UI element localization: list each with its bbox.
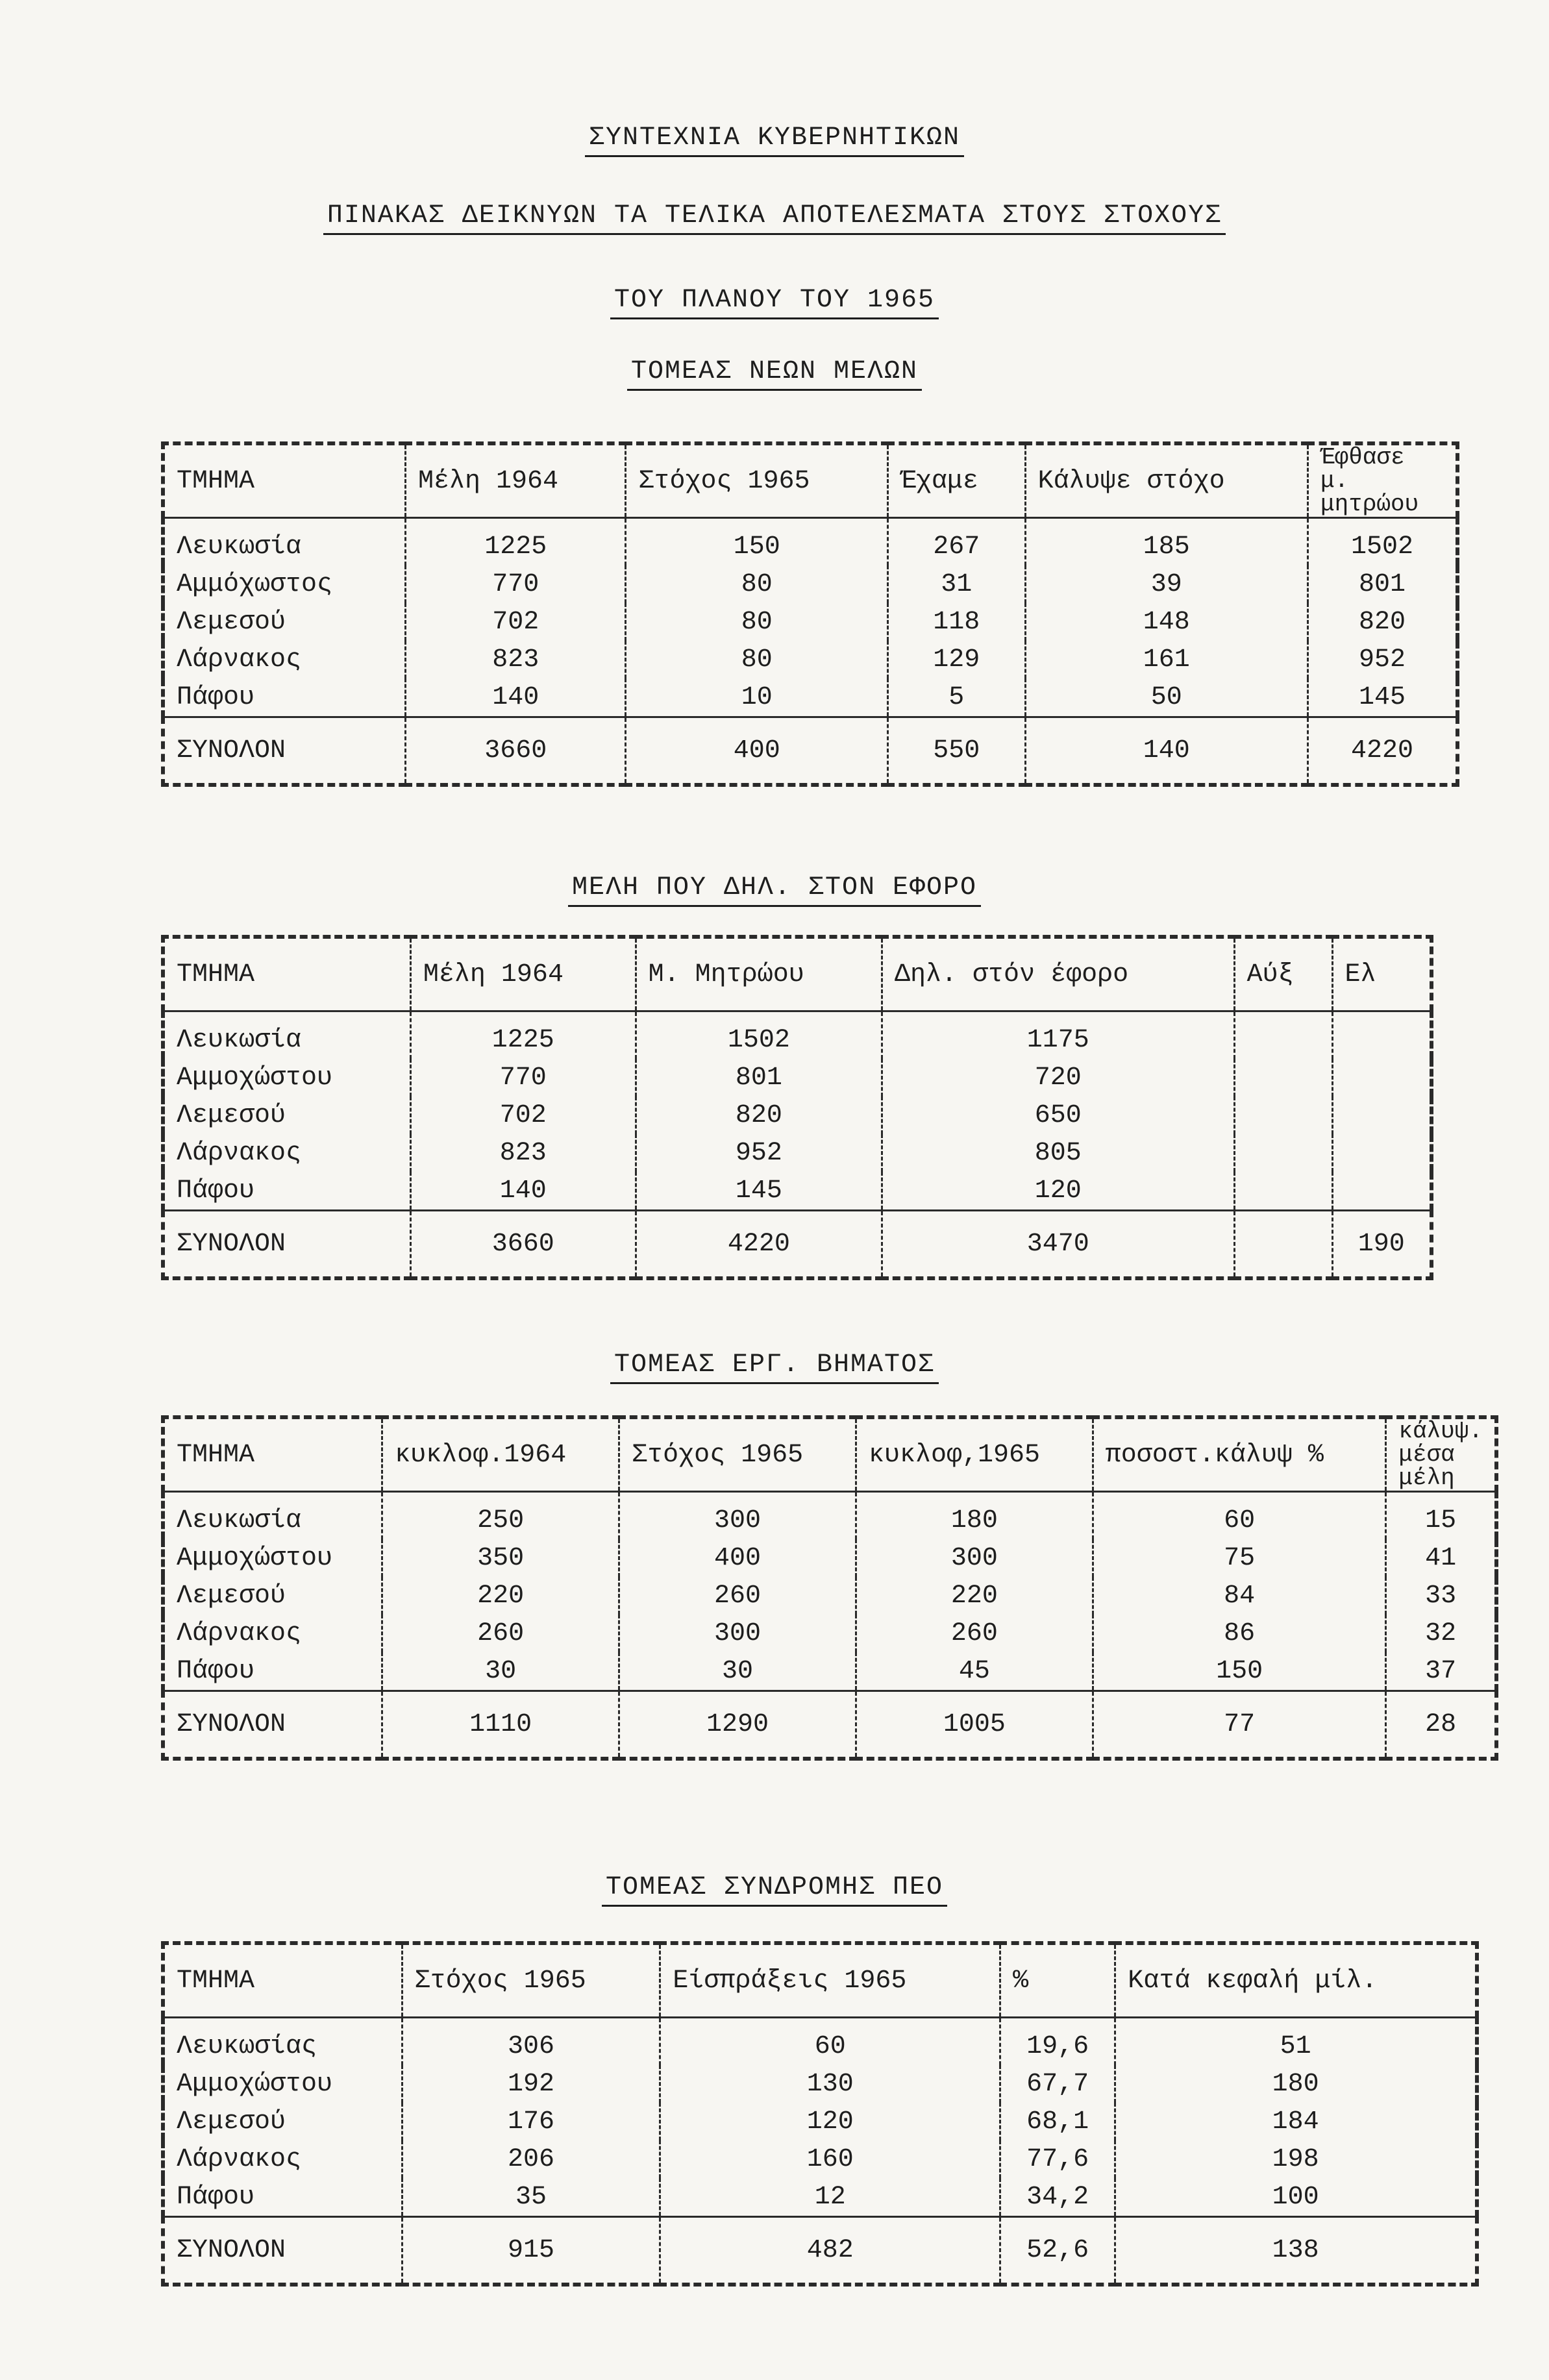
table-header-row [163, 937, 1431, 1011]
table-cell: 1110 [382, 1691, 619, 1759]
table-row [163, 1492, 1496, 1540]
table-row [163, 2140, 1477, 2178]
table-cell: 41 [1386, 1539, 1496, 1577]
column-header: Έχαμε [887, 443, 1025, 518]
table-cell: 3660 [405, 717, 626, 786]
table-cell: 250 [382, 1492, 619, 1540]
table-cell: Αμμόχωστος [177, 569, 333, 599]
table-cell: 206 [402, 2140, 660, 2178]
table-cell: 80 [626, 641, 887, 678]
table-cell: 32 [1386, 1615, 1496, 1652]
table-cell: 220 [856, 1577, 1093, 1615]
table-cell: 260 [382, 1615, 619, 1652]
table-cell: Λάρνακος [177, 1618, 302, 1648]
table-cell: 650 [882, 1097, 1235, 1134]
table-cell [1234, 1097, 1332, 1134]
table-cell: 28 [1386, 1691, 1496, 1759]
table-cell [1234, 1172, 1332, 1211]
table-cell: 820 [636, 1097, 882, 1134]
table-cell: Αμμοχώστου [177, 1543, 333, 1573]
column-header: Ελ [1332, 937, 1431, 1011]
table-new-members [161, 441, 1459, 787]
table-cell: 1502 [636, 1011, 882, 1060]
column-header: Έφθασε μ. μητρώου [1308, 443, 1458, 518]
table-cell: 39 [1025, 565, 1307, 603]
table-row [163, 1097, 1431, 1134]
table-cell: 60 [1093, 1492, 1386, 1540]
table-cell [1332, 1011, 1431, 1060]
table-total-row [163, 2217, 1477, 2285]
table-cell: 300 [856, 1539, 1093, 1577]
table-cell: 77,6 [1000, 2140, 1115, 2178]
table-cell: 220 [382, 1577, 619, 1615]
table-cell: 1005 [856, 1691, 1093, 1759]
table-cell: Λευκωσία [177, 532, 302, 562]
table-row [163, 1539, 1496, 1577]
table2-heading: ΜΕΛΗ ΠΟΥ ΔΗΛ. ΣΤΟΝ ΕΦΟΡΟ [0, 873, 1549, 902]
table-cell: 801 [636, 1059, 882, 1097]
table-cell: 145 [636, 1172, 882, 1211]
table-cell: 161 [1025, 641, 1307, 678]
table-cell: 140 [405, 678, 626, 717]
table-cell: 702 [405, 603, 626, 641]
table-cell: ΣΥΝΟΛΟΝ [163, 717, 405, 786]
table-cell: 770 [405, 565, 626, 603]
table-cell: 184 [1115, 2103, 1477, 2140]
table-row [163, 1059, 1431, 1097]
table-cell: Λάρνακος [177, 2144, 302, 2174]
table-cell: 300 [619, 1492, 856, 1540]
table-total-row [163, 1691, 1496, 1759]
table-cell: 140 [410, 1172, 636, 1211]
table-cell: 150 [626, 518, 887, 566]
table-row [163, 1577, 1496, 1615]
table-cell: 1225 [410, 1011, 636, 1060]
table-cell: 80 [626, 603, 887, 641]
table-cell [1332, 1172, 1431, 1211]
table-cell: 68,1 [1000, 2103, 1115, 2140]
table-cell: 350 [382, 1539, 619, 1577]
table-cell [1332, 1097, 1431, 1134]
table-cell: 75 [1093, 1539, 1386, 1577]
table-cell: Λεμεσού [177, 1581, 286, 1611]
table-cell: 160 [660, 2140, 1000, 2178]
table-cell: 10 [626, 678, 887, 717]
table-total-row [163, 717, 1457, 786]
table-row [163, 2065, 1477, 2103]
table-cell: 915 [402, 2217, 660, 2285]
column-header: Δηλ. στόν έφορο [882, 937, 1235, 1011]
table-cell: 145 [1308, 678, 1458, 717]
table-cell: 19,6 [1000, 2018, 1115, 2066]
table-cell: Λευκωσίας [177, 2031, 317, 2061]
table-cell: 1502 [1308, 518, 1458, 566]
table-cell: 3470 [882, 1211, 1235, 1279]
table-cell: 37 [1386, 1652, 1496, 1691]
table-cell: 67,7 [1000, 2065, 1115, 2103]
table-row [163, 678, 1457, 717]
table-cell: Λάρνακος [177, 1138, 302, 1168]
column-header: Κατά κεφαλή μίλ. [1115, 1943, 1477, 2018]
table-cell [1234, 1059, 1332, 1097]
table-cell [1234, 1011, 1332, 1060]
table-cell: 31 [887, 565, 1025, 603]
column-header: Μ. Μητρώου [636, 937, 882, 1011]
table-row [163, 2178, 1477, 2217]
table-cell: 130 [660, 2065, 1000, 2103]
table-cell: 60 [660, 2018, 1000, 2066]
table-cell: 118 [887, 603, 1025, 641]
column-header: Μέλη 1964 [410, 937, 636, 1011]
table-cell: Πάφου [177, 1656, 255, 1686]
table-cell: 33 [1386, 1577, 1496, 1615]
table-cell: 129 [887, 641, 1025, 678]
table-cell: 52,6 [1000, 2217, 1115, 2285]
column-header: ΤΜΗΜΑ [163, 1417, 382, 1492]
table-cell: 550 [887, 717, 1025, 786]
table-row [163, 2018, 1477, 2066]
table-cell: 84 [1093, 1577, 1386, 1615]
table-row [163, 1652, 1496, 1691]
table-cell: ΣΥΝΟΛΟΝ [163, 2217, 402, 2285]
table-cell: 801 [1308, 565, 1458, 603]
table-cell: 176 [402, 2103, 660, 2140]
table-header-row [163, 1417, 1496, 1492]
table-row [163, 1011, 1431, 1060]
table-cell: 805 [882, 1134, 1235, 1172]
table-cell: Λεμεσού [177, 607, 286, 637]
table-row [163, 1615, 1496, 1652]
table-cell: Πάφου [177, 2182, 255, 2212]
table4-heading: ΤΟΜΕΑΣ ΣΥΝΔΡΟΜΗΣ ΠΕΟ [0, 1873, 1549, 1902]
table-cell: Αμμοχώστου [177, 1063, 333, 1093]
table-cell: 180 [1115, 2065, 1477, 2103]
column-header: ΤΜΗΜΑ [163, 1943, 402, 2018]
table-cell: 140 [1025, 717, 1307, 786]
table-cell: 823 [410, 1134, 636, 1172]
column-header: Στόχος 1965 [619, 1417, 856, 1492]
table-row [163, 565, 1457, 603]
table-header-row [163, 443, 1457, 518]
table-cell [1234, 1211, 1332, 1279]
table-cell: 120 [882, 1172, 1235, 1211]
table-cell: 260 [856, 1615, 1093, 1652]
table-cell: 50 [1025, 678, 1307, 717]
table-cell: 77 [1093, 1691, 1386, 1759]
table-cell: ΣΥΝΟΛΟΝ [163, 1211, 410, 1279]
table-cell: 1175 [882, 1011, 1235, 1060]
table-cell: 34,2 [1000, 2178, 1115, 2217]
table-tax-declarations [161, 935, 1433, 1280]
document-subtitle: ΠΙΝΑΚΑΣ ΔΕΙΚΝΥΩΝ ΤΑ ΤΕΛΙΚΑ ΑΠΟΤΕΛΕΣΜΑΤΑ ΣΤΟΥΣ ΣΤΟΧΟΥΣ [0, 201, 1549, 230]
table-cell: 4220 [1308, 717, 1458, 786]
table-cell: Λευκωσία [177, 1025, 302, 1055]
table1-heading: ΤΟΜΕΑΣ ΝΕΩΝ ΜΕΛΩΝ [0, 357, 1549, 386]
table-cell [1332, 1059, 1431, 1097]
table-cell: 192 [402, 2065, 660, 2103]
document-subtitle-year: ΤΟΥ ΠΛΑΝΟΥ ΤΟΥ 1965 [0, 286, 1549, 315]
table-row [163, 2103, 1477, 2140]
table-cell: 260 [619, 1577, 856, 1615]
table-cell: 5 [887, 678, 1025, 717]
table-cell: Λάρνακος [177, 645, 302, 675]
table-cell [1234, 1134, 1332, 1172]
table-row [163, 518, 1457, 566]
table-cell: 482 [660, 2217, 1000, 2285]
column-header: Κάλυψε στόχο [1025, 443, 1307, 518]
column-header: κάλυψ. μέσα μέλη [1386, 1417, 1496, 1492]
column-header: % [1000, 1943, 1115, 2018]
table-cell: 15 [1386, 1492, 1496, 1540]
table-header-row [163, 1943, 1477, 2018]
table-cell: 300 [619, 1615, 856, 1652]
table-cell: Λεμεσού [177, 2107, 286, 2137]
table-row [163, 1134, 1431, 1172]
column-header: Μέλη 1964 [405, 443, 626, 518]
table-cell: 45 [856, 1652, 1093, 1691]
table-cell: ΣΥΝΟΛΟΝ [163, 1691, 382, 1759]
table-cell: 35 [402, 2178, 660, 2217]
table-cell: 400 [619, 1539, 856, 1577]
table-total-row [163, 1211, 1431, 1279]
table-cell: 100 [1115, 2178, 1477, 2217]
table-cell: 952 [1308, 641, 1458, 678]
table-cell [1332, 1134, 1431, 1172]
column-header: ΤΜΗΜΑ [163, 443, 405, 518]
table-cell: 30 [382, 1652, 619, 1691]
table-cell: Λευκωσία [177, 1506, 302, 1535]
table3-heading: ΤΟΜΕΑΣ ΕΡΓ. ΒΗΜΑΤΟΣ [0, 1350, 1549, 1380]
table-cell: 702 [410, 1097, 636, 1134]
table-cell: 400 [626, 717, 887, 786]
table-cell: 148 [1025, 603, 1307, 641]
table-cell: 12 [660, 2178, 1000, 2217]
table-cell: 267 [887, 518, 1025, 566]
table-work-step [161, 1415, 1498, 1761]
table-cell: 820 [1308, 603, 1458, 641]
table-cell: 198 [1115, 2140, 1477, 2178]
column-header: Στόχος 1965 [626, 443, 887, 518]
column-header: ποσοστ.κάλυψ % [1093, 1417, 1386, 1492]
table-cell: 120 [660, 2103, 1000, 2140]
column-header: κυκλοφ,1965 [856, 1417, 1093, 1492]
table-row [163, 641, 1457, 678]
table-cell: 306 [402, 2018, 660, 2066]
table-cell: 3660 [410, 1211, 636, 1279]
column-header: ΤΜΗΜΑ [163, 937, 410, 1011]
table-cell: 770 [410, 1059, 636, 1097]
table-cell: Πάφου [177, 1176, 255, 1206]
table-cell: 823 [405, 641, 626, 678]
table-cell: 150 [1093, 1652, 1386, 1691]
table-cell: Λεμεσού [177, 1100, 286, 1130]
column-header: Είσπράξεις 1965 [660, 1943, 1000, 2018]
table-cell: 185 [1025, 518, 1307, 566]
column-header: Στόχος 1965 [402, 1943, 660, 2018]
table-cell: 86 [1093, 1615, 1386, 1652]
table-cell: 952 [636, 1134, 882, 1172]
table-cell: 138 [1115, 2217, 1477, 2285]
column-header: κυκλοφ.1964 [382, 1417, 619, 1492]
table-cell: 51 [1115, 2018, 1477, 2066]
table-cell: 1225 [405, 518, 626, 566]
table-cell: 1290 [619, 1691, 856, 1759]
document-title: ΣΥΝΤΕΧΝΙΑ ΚΥΒΕΡΝΗΤΙΚΩΝ [0, 123, 1549, 153]
table-row [163, 1172, 1431, 1211]
table-cell: Αμμοχώστου [177, 2069, 333, 2099]
table-cell: 30 [619, 1652, 856, 1691]
column-header: Αύξ [1234, 937, 1332, 1011]
table-row [163, 603, 1457, 641]
table-cell: 4220 [636, 1211, 882, 1279]
table-cell: 190 [1332, 1211, 1431, 1279]
table-subscription [161, 1941, 1479, 2287]
table-cell: 720 [882, 1059, 1235, 1097]
table-cell: 180 [856, 1492, 1093, 1540]
table-cell: 80 [626, 565, 887, 603]
table-cell: Πάφου [177, 682, 255, 712]
